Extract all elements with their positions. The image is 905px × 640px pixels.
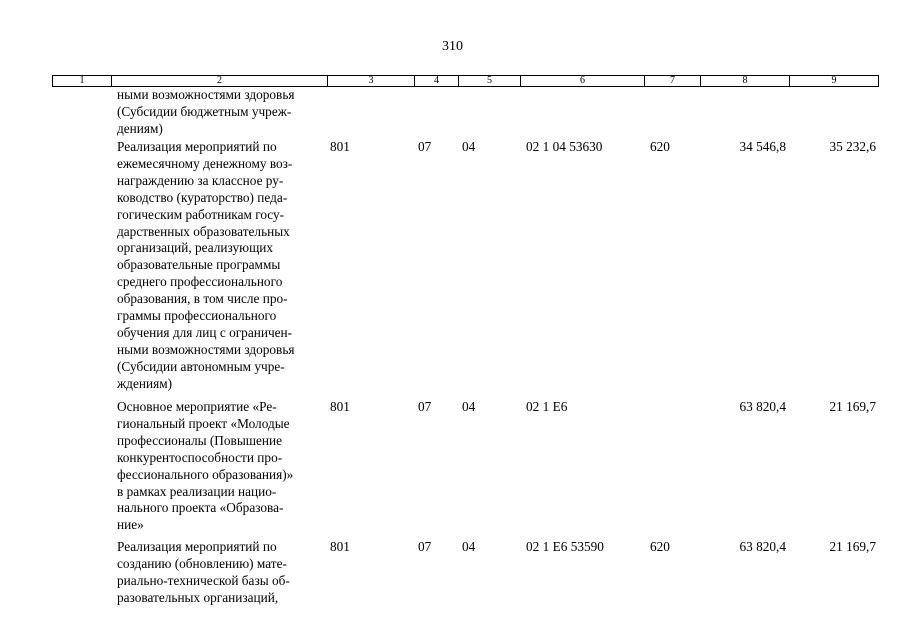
description-line: гиональный проект «Молодые [117,415,290,431]
description-line: организаций, реализующих [117,240,274,256]
description-line: дениям) [117,120,163,136]
description-line: ными возможностями здоровья [117,341,295,357]
column-number-4: 4 [415,76,459,87]
description-line: ководство (кураторство) педа- [117,189,288,205]
column-number-5: 5 [459,76,521,87]
description-line: (Субсидии автономным учре- [117,358,285,374]
description-line: созданию (обновлению) мате- [117,555,287,571]
row-description [117,539,332,607]
row-description [117,87,332,138]
description-line: Реализация мероприятий по [117,139,277,154]
description-line: ние» [117,517,144,533]
description-line: гогическим работникам госу- [117,206,285,222]
column-number-7: 7 [645,76,701,87]
description-line: фессионального образования)» [117,466,294,482]
subsection-code: 04 [462,139,476,154]
row-description [117,139,332,393]
description-line: разовательных организаций, [117,589,279,605]
subsection-code: 04 [462,399,476,414]
description-line: (Субсидии бюджетным учреж- [117,103,292,119]
description-line: профессионалы (Повышение [117,432,283,448]
admin-code: 801 [330,139,350,154]
column-number-1: 1 [53,76,112,87]
section-code: 07 [418,399,432,414]
section-code: 07 [418,139,432,154]
amount-col-9: 35 232,6 [829,139,876,154]
description-line: награждению за классное ру- [117,172,284,188]
expense-type-code: 620 [650,539,670,554]
column-number-6: 6 [521,76,645,87]
amount-col-9: 21 169,7 [829,539,876,554]
description-line: ежемесячному денежному воз- [117,155,293,171]
admin-code: 801 [330,539,350,554]
amount-col-8: 34 546,8 [739,139,786,154]
column-number-9: 9 [790,76,879,87]
description-line: нального проекта «Образова- [117,500,284,516]
column-number-3: 3 [328,76,415,87]
target-article-code: 02 1 04 53630 [526,139,603,154]
column-number-8: 8 [701,76,790,87]
description-line: обучения для лиц с ограничен- [117,324,293,340]
description-line: Реализация мероприятий по [117,539,277,554]
description-line: ными возможностями здоровья [117,87,295,102]
subsection-code: 04 [462,539,476,554]
description-line: в рамках реализации нацио- [117,483,277,499]
amount-col-9: 21 169,7 [829,399,876,414]
description-line: образования, в том числе про- [117,291,288,307]
description-line: ждениям) [117,375,173,391]
target-article-code: 02 1 Е6 53590 [526,539,604,554]
description-line: образовательные программы [117,257,281,273]
target-article-code: 02 1 Е6 [526,399,568,414]
amount-col-8: 63 820,4 [739,539,786,554]
description-line: Основное мероприятие «Ре- [117,399,277,414]
row-description [117,399,332,534]
admin-code: 801 [330,399,350,414]
description-line: риально-технической базы об- [117,572,290,588]
description-line: конкурентоспособности про- [117,449,283,465]
expense-type-code: 620 [650,139,670,154]
description-line: среднего профессионального [117,274,283,290]
section-code: 07 [418,539,432,554]
column-number-2: 2 [112,76,328,87]
description-line: граммы профессионального [117,308,277,324]
amount-col-8: 63 820,4 [739,399,786,414]
page-number: 310 [442,39,463,54]
column-number-header [52,75,879,87]
description-line: дарственных образовательных [117,223,290,239]
